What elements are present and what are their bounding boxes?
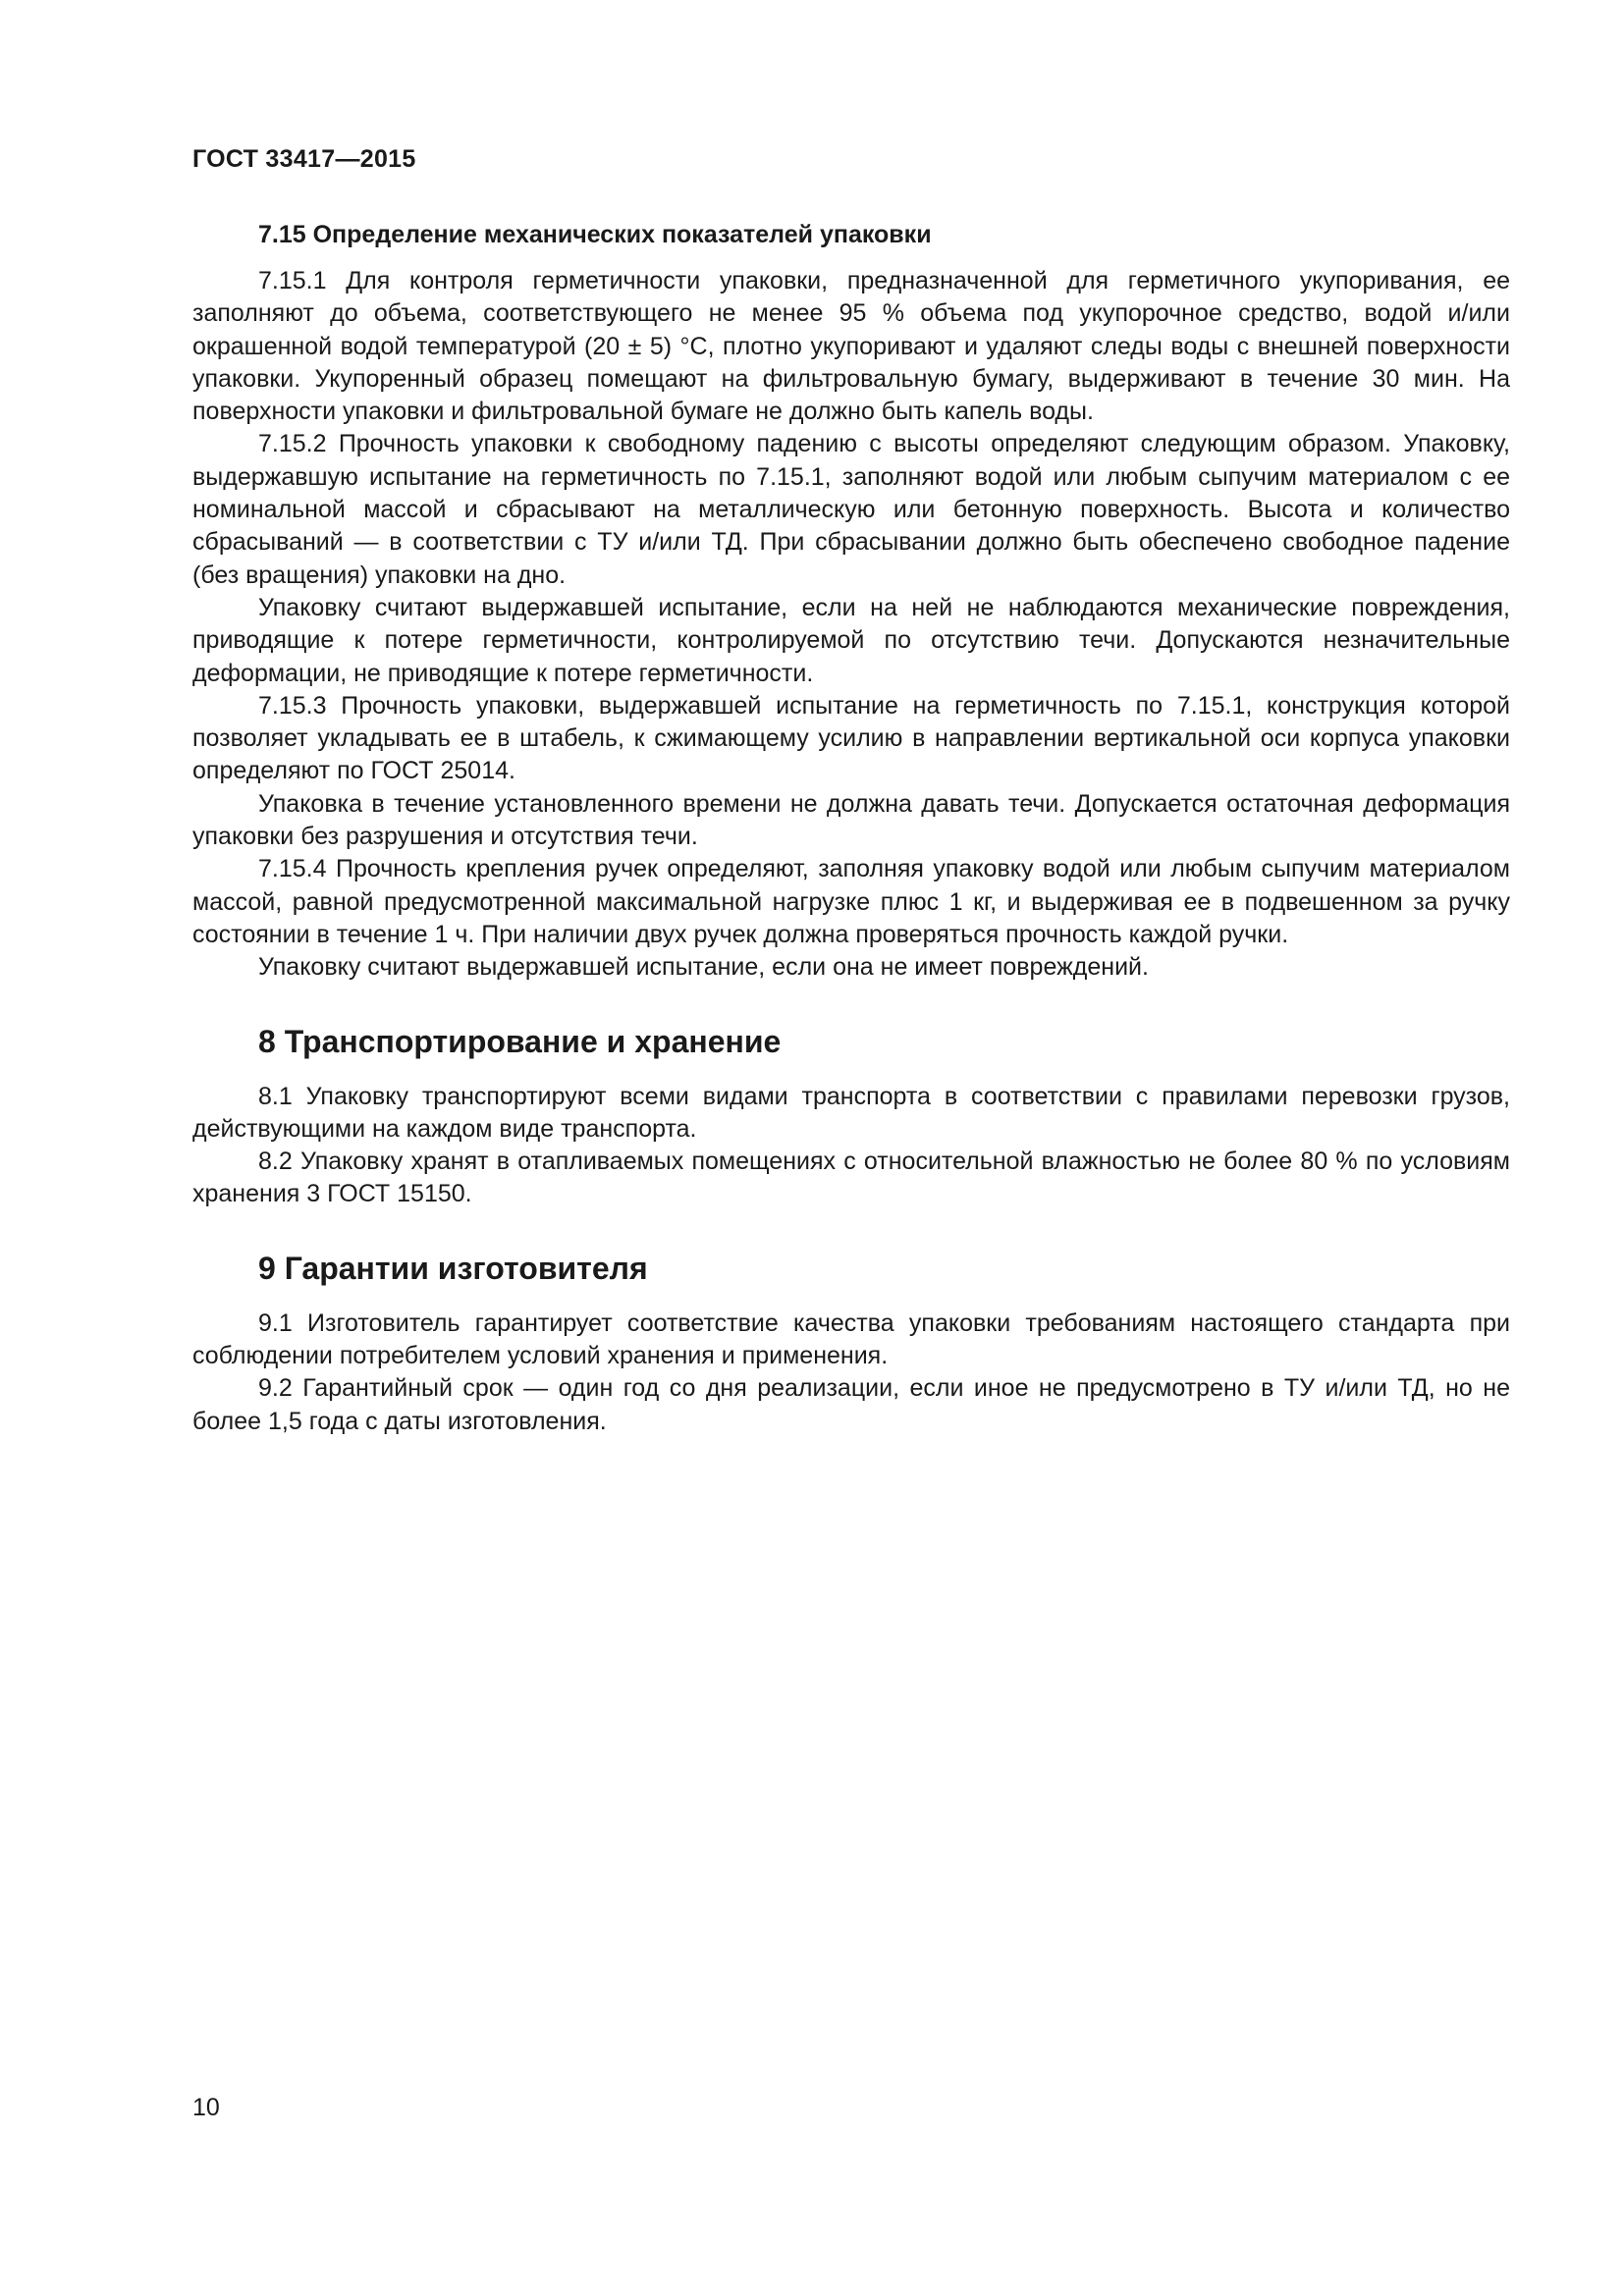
section-title-8: 8 Транспортирование и хранение xyxy=(258,1023,782,1059)
document-body xyxy=(192,218,1510,1438)
paragraph-7-15-3: 7.15.3 Прочность упаковки, выдержавшей испытание на герметичность по 7.15.1, конструкция которой позволяет укладывать ее в штабель, к сжимающему усилию в направлении вертикальной оси корпуса упаковки определяют по ГОСТ 25014. xyxy=(192,691,1510,785)
paragraph-7-15-3-criteria: Упаковка в течение установленного времени не должна давать течи. Допускается остаточная деформация упаковки без разрушения и отсутствия течи. xyxy=(192,789,1510,851)
paragraph-7-15-4: 7.15.4 Прочность крепления ручек определяют, заполняя упаковку водой или любым сыпучим материалом массой, равной предусмотренной максимальной нагрузке плюс 1 кг, и выдерживая ее в подвешенном за ручку состоянии в течение 1 ч. При наличии двух ручек должна проверяться прочность каждой ручки. xyxy=(192,855,1510,948)
paragraph-7-15-4-criteria: Упаковку считают выдержавшей испытание, если она не имеет повреждений. xyxy=(258,953,1149,982)
page-number: 10 xyxy=(192,2094,220,2121)
section-title-9: 9 Гарантии изготовителя xyxy=(258,1250,648,1286)
paragraph-7-15-2: 7.15.2 Прочность упаковки к свободному падению с высоты определяют следующим образом. Упаковку, выдержавшую испытание на герметичность по 7.15.1, заполняют водой или любым сыпучим материалом с ее номинальной массой и сбрасывают на металлическую или бетонную поверхность. Высота и количество сбрасываний — в соответствии с ТУ и/или ТД. При сбрасывании должно быть обеспечено свободное падение (без вращения) упаковки на дно. xyxy=(192,430,1510,589)
paragraph-9-2: 9.2 Гарантийный срок — один год со дня реализации, если иное не предусмотрено в ТУ и/или ТД, но не более 1,5 года с даты изготовления. xyxy=(192,1374,1510,1435)
paragraph-8-1: 8.1 Упаковку транспортируют всеми видами транспорта в соответствии с правилами перевозки грузов, действующими на каждом виде транспорта. xyxy=(192,1082,1510,1143)
paragraph-9-1: 9.1 Изготовитель гарантирует соответствие качества упаковки требованиям настоящего стандарта при соблюдении потребителем условий хранения и применения. xyxy=(192,1308,1510,1370)
document-code-header: ГОСТ 33417—2015 xyxy=(192,145,416,173)
paragraph-7-15-1: 7.15.1 Для контроля герметичности упаковки, предназначенной для герметичного укупоривания, ее заполняют до объема, соответствующего не менее 95 % объема под укупорочное средство, водой и/или окрашенной водой температурой (20 ± 5) °С, плотно укупоривают и удаляют следы воды с внешней поверхности упаковки. Укупоренный образец помещают на фильтровальную бумагу, выдерживают в течение 30 мин. На поверхности упаковки и фильтровальной бумаге не должно быть капель воды. xyxy=(192,267,1510,426)
paragraph-8-2: 8.2 Упаковку хранят в отапливаемых помещениях с относительной влажностью не более 80 % по условиям хранения 3 ГОСТ 15150. xyxy=(192,1148,1510,1208)
subsection-title-7-15: 7.15 Определение механических показателей упаковки xyxy=(258,221,932,248)
paragraph-7-15-2-criteria: Упаковку считают выдержавшей испытание, если на ней не наблюдаются механические повреждения, приводящие к потере герметичности, контролируемой по отсутствию течи. Допускаются незначительные деформации, не приводящие к потере герметичности. xyxy=(192,593,1510,687)
